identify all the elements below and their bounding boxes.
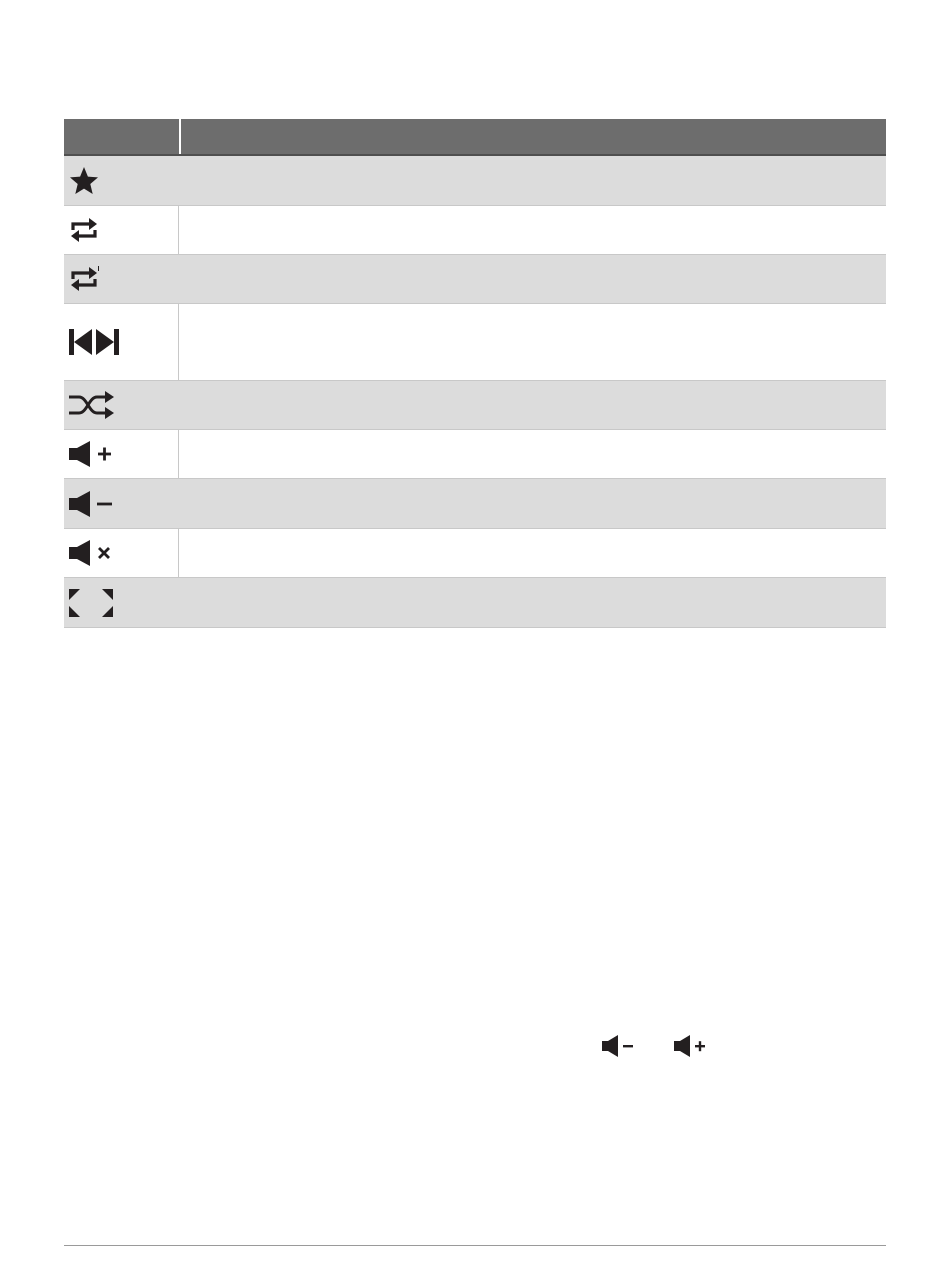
row-description — [179, 479, 886, 528]
table-row — [64, 529, 886, 578]
volume-down-icon — [601, 1033, 635, 1061]
shuffle-icon — [64, 381, 179, 429]
table-row — [64, 156, 886, 206]
row-description — [179, 206, 886, 254]
skip-previous-next-icon — [64, 304, 179, 380]
row-description — [179, 430, 886, 478]
header-cell-description — [181, 119, 886, 154]
star-icon — [64, 156, 179, 205]
table-row — [64, 479, 886, 529]
mute-icon — [64, 529, 179, 577]
row-description — [179, 381, 886, 429]
table-row — [64, 304, 886, 381]
repeat-icon — [64, 206, 179, 254]
footer-divider — [64, 1245, 886, 1246]
row-description — [179, 578, 886, 627]
icon-table — [64, 119, 886, 628]
row-description — [179, 529, 886, 577]
table-row — [64, 430, 886, 479]
volume-up-icon — [673, 1033, 707, 1061]
row-description — [179, 255, 886, 303]
header-cell-icon — [64, 119, 181, 154]
table-row — [64, 578, 886, 628]
repeat-one-icon — [64, 255, 179, 303]
volume-up-icon — [64, 430, 179, 478]
table-row — [64, 381, 886, 430]
fullscreen-icon — [64, 578, 179, 627]
table-row — [64, 255, 886, 304]
volume-down-icon — [64, 479, 179, 528]
row-description — [179, 156, 886, 205]
table-header — [64, 119, 886, 156]
table-row — [64, 206, 886, 255]
row-description — [179, 304, 886, 380]
